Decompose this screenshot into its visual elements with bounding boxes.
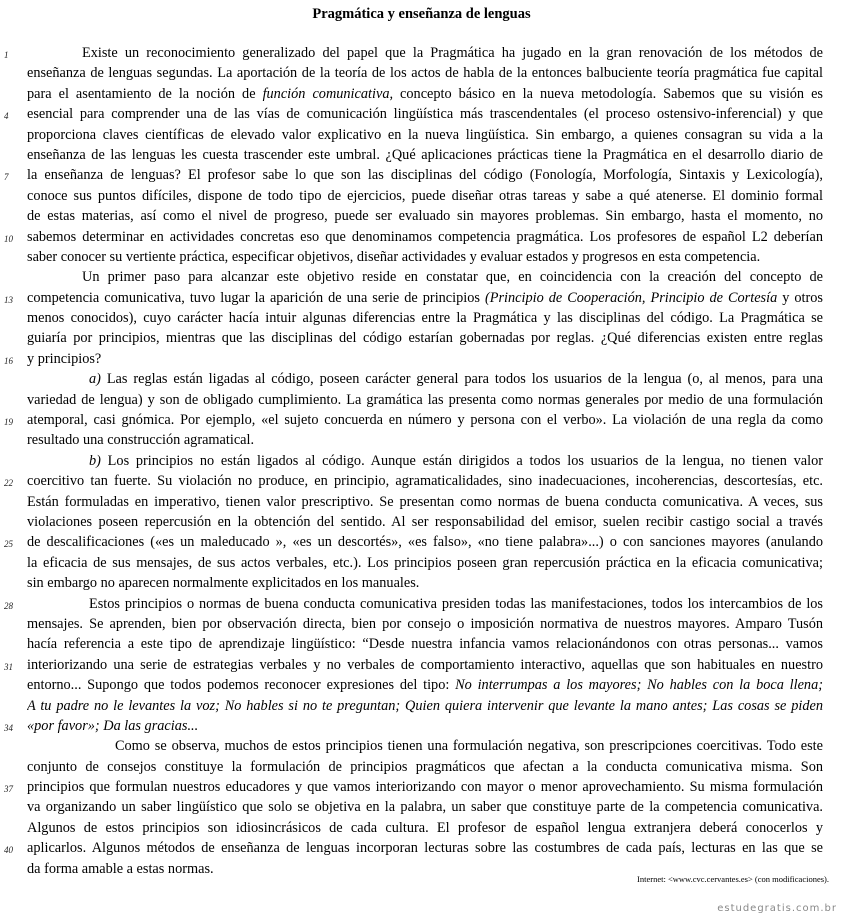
line-text: y principios? [27,350,102,367]
line-text: Algunos de estos principios son idiosincrásicos de cada cultura. El profesor de español lengua extranjera deberá conocerlos y [27,819,823,836]
page-title: Pragmática y enseñanza de lenguas [312,6,531,22]
line-text: aplicarlos. Algunos métodos de enseñanza de lenguas incorporan lecturas sobre las costumbres de cada país, lecturas en las que se [27,840,823,857]
line-text: competencia comunicativa, tuvo lugar la aparición de una serie de principios (Principio de Cooperación, Principio de Cortesía y otros [27,289,823,306]
text-line [0,492,843,512]
line-text: hacía referencia a este tipo de aprendizaje lingüístico: “Desde nuestra infancia vamos relacionándonos con otras personas... vamos [27,636,823,653]
document-body [0,43,843,879]
line-number: 19 [4,417,13,428]
text-line [0,125,843,145]
text-line [0,838,843,858]
line-text: de descalificaciones («es un maleducado », «es un descortés», «es falso», «no tiene palabra»...) o con sanciones mayores (anulando [27,534,823,551]
line-text: la eficacia de sus mensajes, de sus actos verbales, etc.). Los principios poseen gran repercusión práctica en la eficacia comunicativa; [27,554,823,571]
line-text: enseñanza de lenguas segundas. La aportación de la teoría de los actos de habla de la entonces balbuciente teoría pragmática fue capital [27,65,823,82]
line-number: 28 [4,600,13,611]
text-line [0,369,843,389]
text-line [0,206,843,226]
line-text: Estos principios o normas de buena conducta comunicativa presiden todas las manifestaciones, todos los intercambios de los [89,595,823,612]
text-line [0,736,843,756]
line-text: va organizando un saber lingüístico que solo se objetiva en la palabra, un saber que constituye parte de la competencia comunicativa. [27,799,823,816]
line-text: A tu padre no le levantes la voz; No hables si no te preguntan; Quien quiera intervenir que levante la mano antes; Las cosas se piden [27,697,823,714]
text-line [0,247,843,267]
line-number: 40 [4,845,13,856]
line-text: violaciones poseen repercusión en la obtención del sentido. Al ser responsabilidad del emisor, suelen recibir castigo social a través [27,513,823,530]
line-text: esencial para comprender una de las vías de comunicación lingüística más trascendentales (el proceso ostensivo-inferencial) y que [27,106,823,123]
line-number: 31 [4,661,13,672]
text-line [0,797,843,817]
text-line [0,696,843,716]
line-text: de estas materias, así como el nivel de progreso, puede ser evaluado sin mayores problemas. Sin embargo, hasta el momento, no [27,208,823,225]
text-line [0,675,843,695]
line-number: 22 [4,478,13,489]
text-line [0,390,843,410]
text-line [0,63,843,83]
line-text: interiorizando una serie de estrategias verbales y no verbales de comportamiento interactivo, aquellas que son habituales en nuestro [27,656,823,673]
line-text: para el asentamiento de la noción de función comunicativa, concepto básico en la nueva metodología. Sabemos que su visión es [27,85,823,102]
line-text: Existe un reconocimiento generalizado del papel que la Pragmática ha jugado en la gran renovación de los métodos de [82,45,823,61]
text-line [0,818,843,838]
text-line [0,165,843,185]
line-text: Como se observa, muchos de estos principios tienen una formulación negativa, son prescripciones coercitivas. Todo este [115,738,823,755]
line-number: 16 [4,355,13,366]
line-text: «por favor»; Da las gracias... [27,717,199,734]
line-text: a) Las reglas están ligadas al código, poseen carácter general para todos los usuarios de la lengua (o, al menos, para una [89,371,823,388]
line-text: variedad de lengua) y son de obligado cumplimiento. La gramática las presenta como normas generales por medio de una formulación [27,391,823,408]
line-text: resultado una construcción agramatical. [27,432,255,449]
line-text: sin embargo no aparecen normalmente explicitados en los manuales. [27,575,420,592]
text-line [0,43,843,63]
line-text: la enseñanza de lenguas? El profesor sabe lo que son las disciplinas del código (Fonología, Morfología, Sintaxis y Lexicología), [27,167,823,184]
text-line [0,757,843,777]
line-number: 34 [4,722,13,733]
text-line [0,716,843,736]
line-number: 7 [4,172,9,183]
text-line [0,471,843,491]
line-text: coercitivo tan fuerte. Su violación no produce, en principio, agramaticalidades, sino inadecuaciones, incoherencias, descortesías, etc. [27,473,823,490]
line-number: 13 [4,294,13,305]
watermark: estudegratis.com.br [717,903,837,914]
text-line [0,186,843,206]
line-text: b) Los principios no están ligados al código. Aunque están dirigidos a todos los usuarios de la lengua, no tienen valor [89,452,823,469]
text-line [0,288,843,308]
source-citation: Internet: <www.cvc.cervantes.es> (con modificaciones). [637,874,829,884]
line-text: principios que formulan nuestros educadores y que vamos interiorizando con mayor o menor aprovechamiento. Su misma formulación [27,779,823,796]
text-line [0,655,843,675]
line-text: entorno... Supongo que todos podemos reconocer expresiones del tipo: No interrumpas a los mayores; No hables con la boca llena; [27,677,823,694]
text-line [0,308,843,328]
line-text: sabemos determinar en actividades concretas eso que denominamos competencia pragmática. Los profesores de español L2 deberían [27,228,823,245]
line-number: 25 [4,539,13,550]
line-text: proporciona claves científicas de elevado valor explicativo en la nueva lingüística. Sin embargo, a quienes consagran su vida a la [27,126,823,143]
text-line [0,451,843,471]
line-text: Un primer paso para alcanzar este objetivo reside en constatar que, en coincidencia con la creación del concepto de [82,269,823,286]
text-line [0,532,843,552]
line-text: saber conocer su vertiente práctica, especificar objetivos, diseñar actividades y evaluar estados y progresos en esta competencia. [27,248,761,265]
text-line [0,267,843,287]
line-text: atemporal, casi gnómica. Por ejemplo, «el sujeto concuerda en número y persona con el verbo». La violación de una regla da como [27,412,823,429]
text-line [0,614,843,634]
text-line [0,512,843,532]
line-text: enseñanza de las lenguas les cuesta trascender este umbral. ¿Qué aplicaciones prácticas tiene la Pragmática en el desarrollo diario de [27,146,823,163]
text-line [0,349,843,369]
line-text: conjunto de consejos constituye la formulación de principios pragmáticos que afectan a la conducta comunicativa misma. Son [27,758,823,775]
text-line [0,328,843,348]
line-text: conoce sus puntos difíciles, dispone de todo tipo de ejercicios, puede diseñar otras tareas y sabe a qué atenerse. El dominio formal [27,187,823,204]
line-number: 37 [4,784,13,795]
text-line [0,573,843,593]
text-line [0,553,843,573]
text-line [0,634,843,654]
text-line [0,594,843,614]
line-text: da forma amable a estas normas. [27,860,214,877]
line-number: 10 [4,233,13,244]
text-line [0,410,843,430]
text-line [0,777,843,797]
line-text: Están formuladas en imperativo, tienen valor prescriptivo. Se presentan como normas de buena conducta comunicativa. A veces, sus [27,493,823,510]
line-text: mensajes. Se aprenden, bien por observación directa, bien por consejo o imposición normativa de nuestros mayores. Amparo Tusón [27,615,823,632]
line-number: 1 [4,50,9,60]
line-text: guiaría por principios, mientras que las disciplinas del código estarían gobernadas por reglas. ¿Qué diferencias existen entre reglas [27,330,823,347]
line-number: 4 [4,111,9,122]
line-text: menos conocidos), cuyo carácter hacía intuir algunas diferencias entre la Pragmática y las disciplinas del código. La Pragmática se [27,310,823,327]
text-line [0,145,843,165]
text-line [0,104,843,124]
text-line [0,84,843,104]
text-line [0,430,843,450]
text-line [0,227,843,247]
